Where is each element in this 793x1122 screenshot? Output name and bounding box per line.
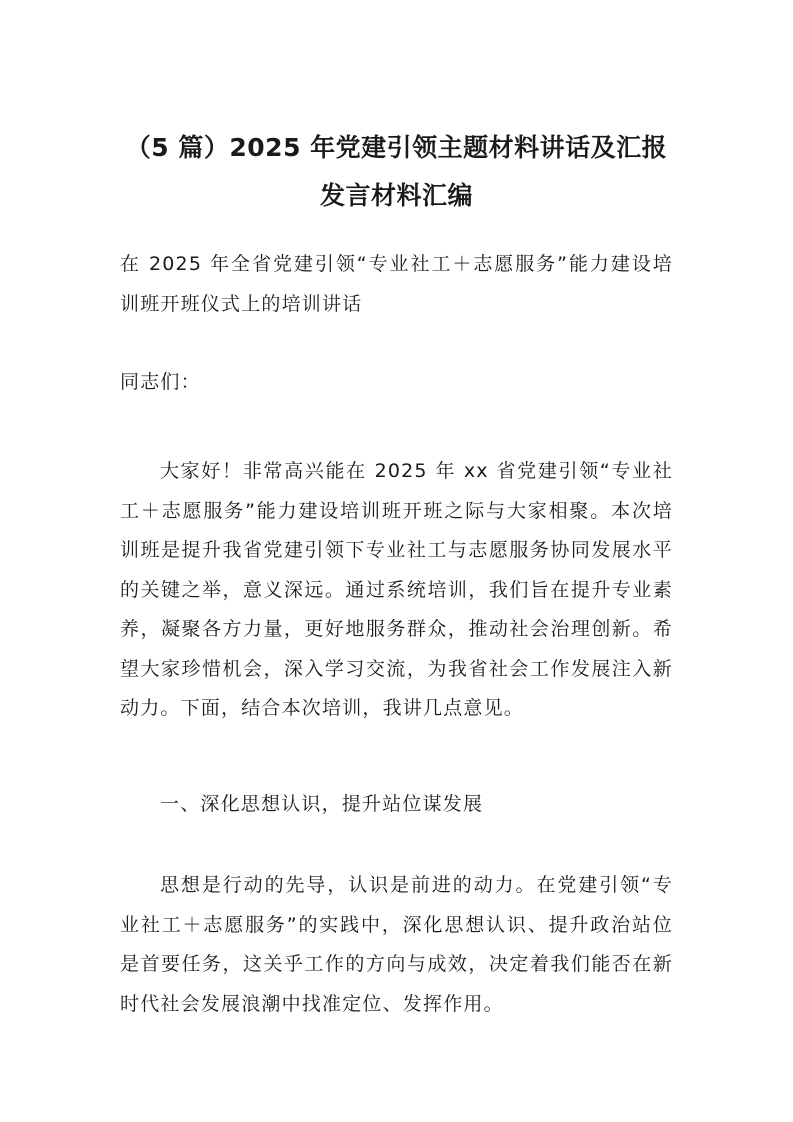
speech-subtitle: 在 2025 年全省党建引领“专业社工＋志愿服务”能力建设培训班开班仪式上的培训讲话 (120, 253, 673, 315)
section-heading-1: 一、深化思想认识，提升站位谋发展 (160, 793, 484, 815)
salutation: 同志们： (120, 371, 201, 393)
body-paragraph-2: 思想是行动的先导，认识是前进的动力。在党建引领“专业社工＋志愿服务”的实践中，深化思想认识、提升政治站位是首要任务，这关乎工作的方向与成效，决定着我们能否在新时代社会发展浪潮中找准定位、发挥作用。 (120, 874, 673, 1015)
document-title: （5 篇）2025 年党建引领主题材料讲话及汇报发言材料汇编 (125, 133, 668, 210)
body-paragraph-1: 大家好！非常高兴能在 2025 年 xx 省党建引领“专业社工＋志愿服务”能力建设培训班开班之际与大家相聚。本次培训班是提升我省党建引领下专业社工与志愿服务协同发展水平的关键之举，意义深远。通过系统培训，我们旨在提升专业素养，凝聚各方力量，更好地服务群众，推动社会治理创新。希望大家珍惜机会，深入学习交流，为我省社会工作发展注入新动力。下面，结合本次培训，我讲几点意见。 (120, 460, 673, 719)
